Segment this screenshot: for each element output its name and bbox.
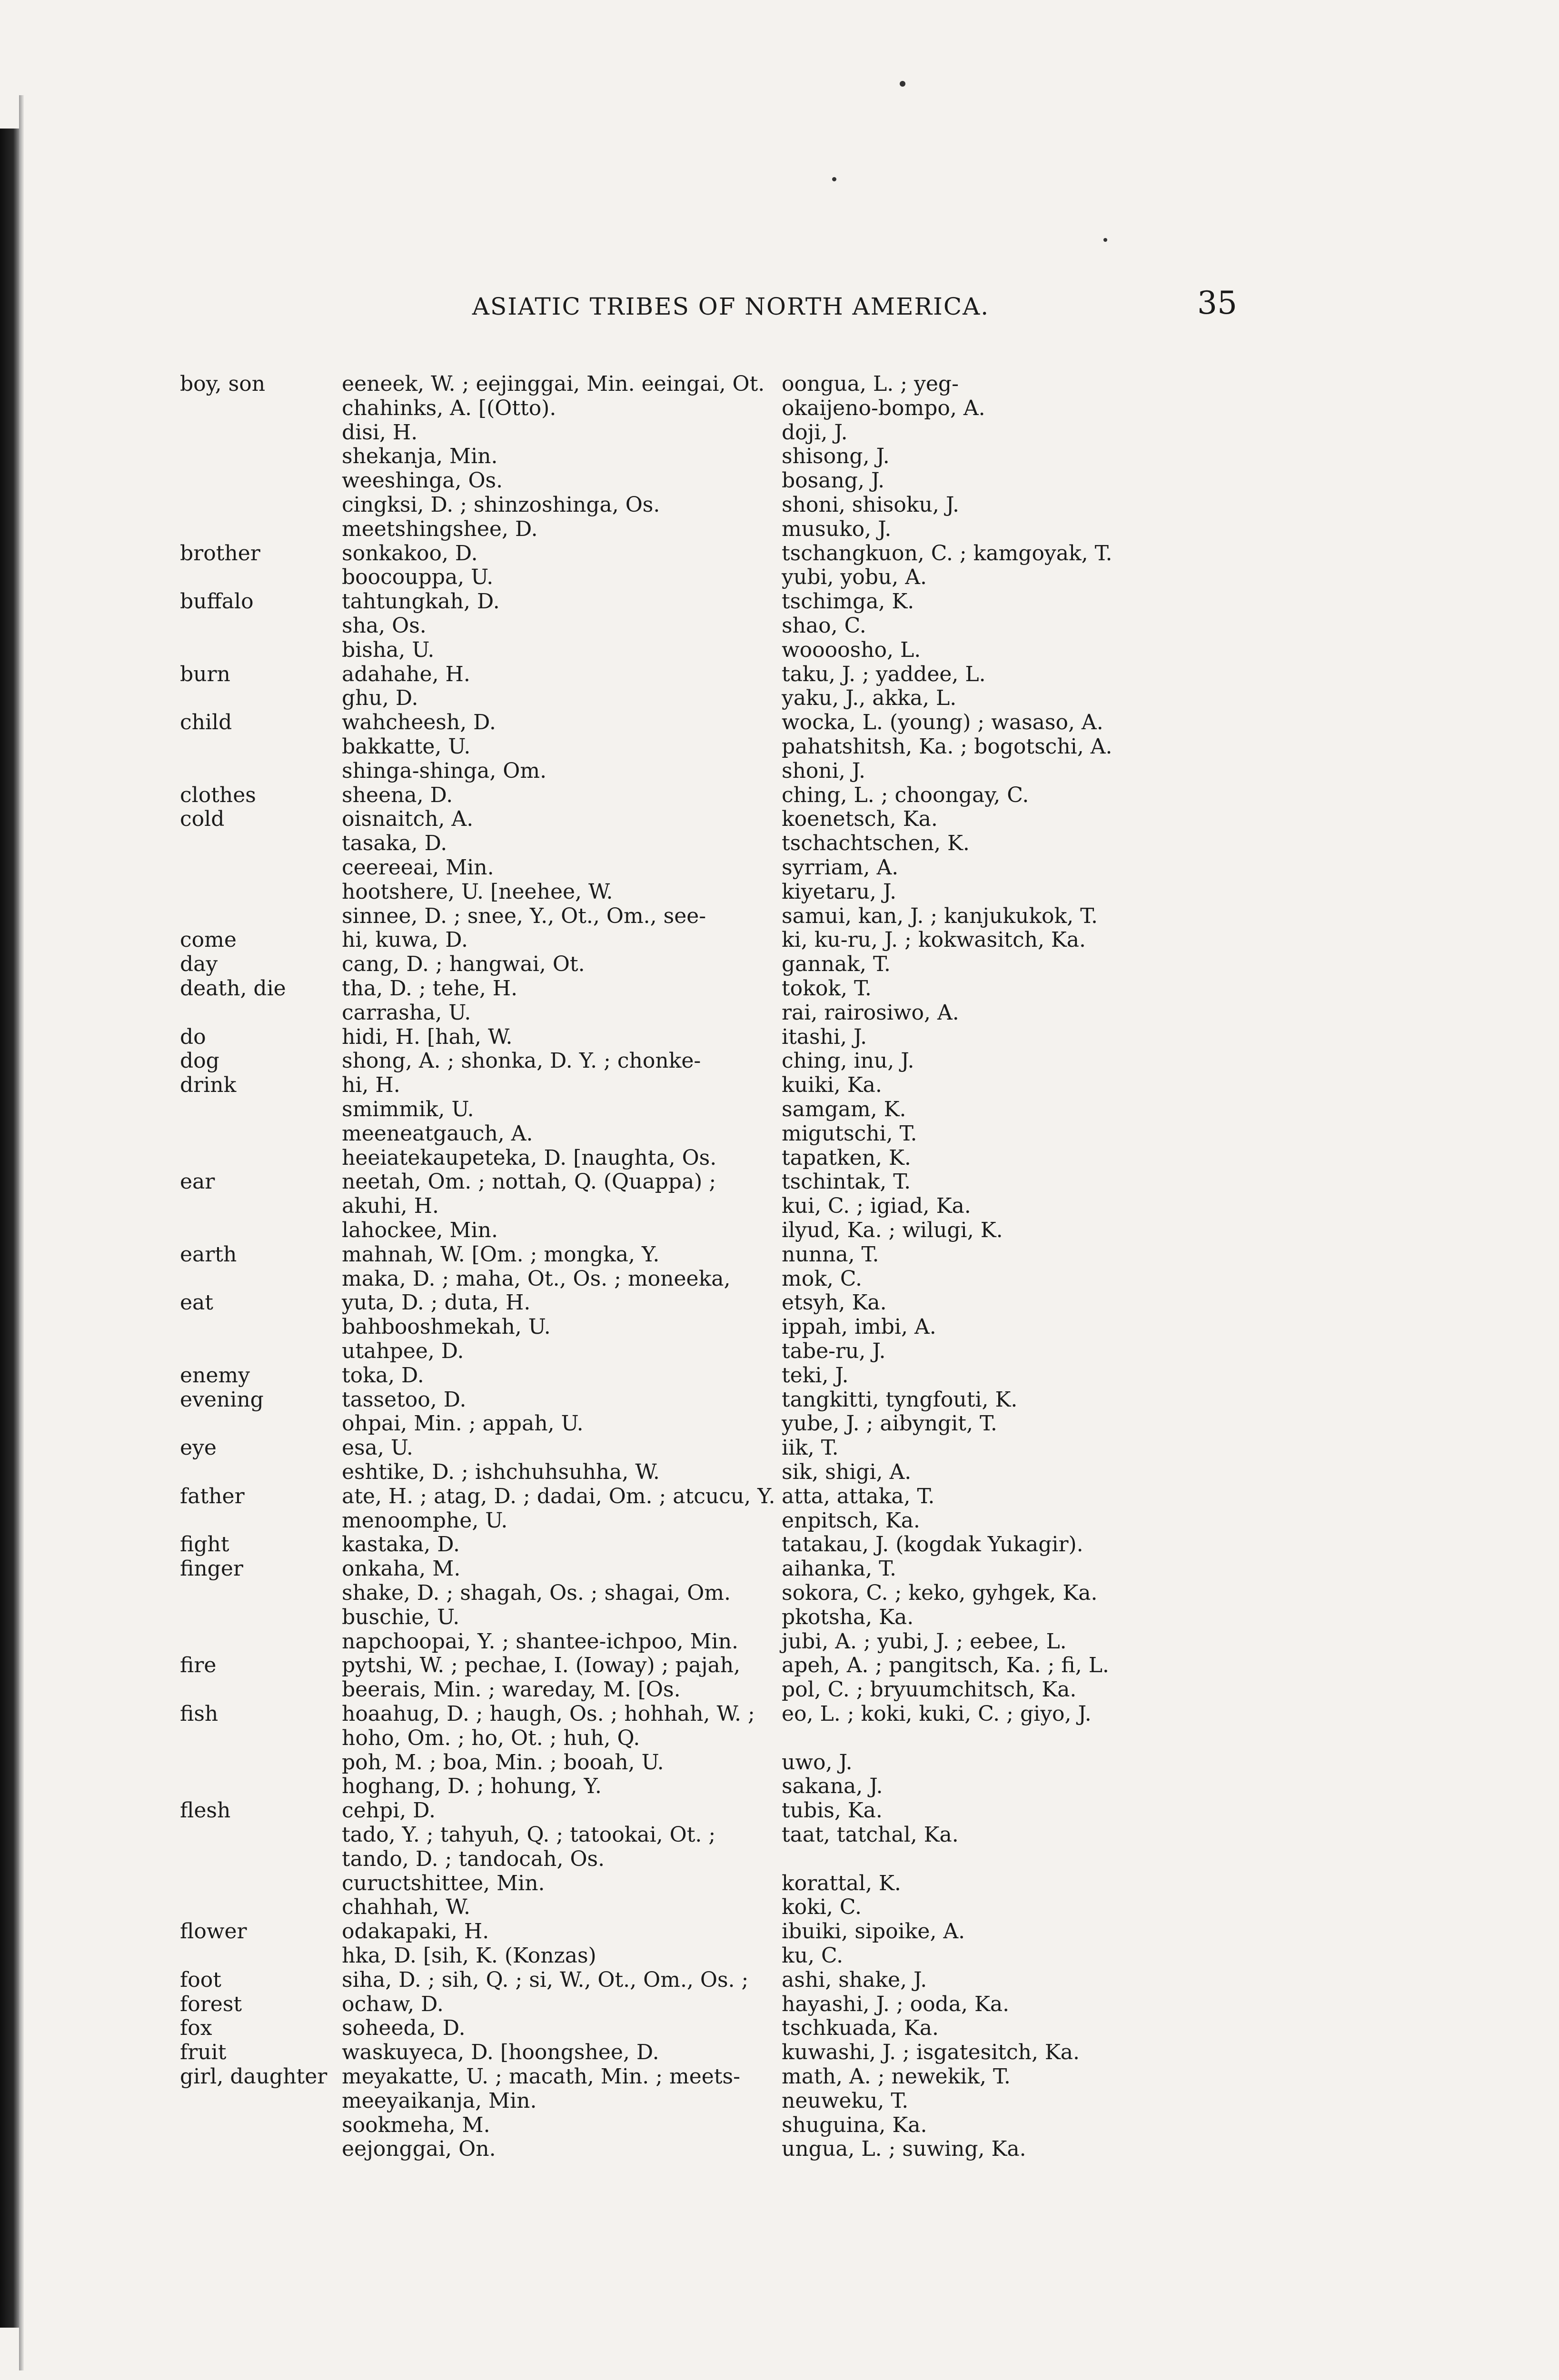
english-word: cold <box>180 807 225 831</box>
asiatic-forms: teki, J. <box>782 1363 849 1388</box>
asiatic-forms: doji, J. <box>782 420 848 445</box>
asiatic-forms: math, A. ; newekik, T. <box>782 2064 1011 2089</box>
american-forms: tasaka, D. <box>342 831 447 855</box>
english-word: finger <box>180 1557 243 1581</box>
asiatic-forms: shuguina, Ka. <box>782 2113 927 2137</box>
american-forms: tassetoo, D. <box>342 1388 467 1412</box>
english-word: death, die <box>180 976 286 1001</box>
asiatic-forms: ashi, shake, J. <box>782 1968 927 1992</box>
asiatic-forms: enpitsch, Ka. <box>782 1508 920 1533</box>
american-forms: adahahe, H. <box>342 662 470 686</box>
american-forms: sheena, D. <box>342 783 453 807</box>
asiatic-forms: aihanka, T. <box>782 1557 896 1581</box>
asiatic-forms: etsyh, Ka. <box>782 1290 887 1315</box>
american-forms: cuructshittee, Min. <box>342 1871 545 1895</box>
american-forms: hi, H. <box>342 1073 400 1097</box>
asiatic-forms: shao, C. <box>782 614 866 638</box>
asiatic-forms: pkotsha, Ka. <box>782 1605 914 1629</box>
english-word: flesh <box>180 1798 231 1823</box>
american-forms: ochaw, D. <box>342 1992 444 2016</box>
english-word: fight <box>180 1532 229 1557</box>
american-forms: wahcheesh, D. <box>342 710 496 734</box>
english-word: drink <box>180 1073 237 1097</box>
asiatic-forms: syrriam, A. <box>782 855 899 880</box>
asiatic-forms: eo, L. ; koki, kuki, C. ; giyo, J. <box>782 1702 1092 1726</box>
american-forms: chahinks, A. [(Otto). <box>342 396 556 420</box>
asiatic-forms: tschkuada, Ka. <box>782 2016 939 2040</box>
american-forms: disi, H. <box>342 420 418 445</box>
american-forms: eshtike, D. ; ishchuhsuhha, W. <box>342 1460 660 1484</box>
english-word: foot <box>180 1968 221 1992</box>
english-word: fruit <box>180 2040 227 2064</box>
asiatic-forms: yaku, J., akka, L. <box>782 686 957 710</box>
american-forms: napchoopai, Y. ; shantee-ichpoo, Min. <box>342 1629 739 1654</box>
asiatic-forms: woooosho, L. <box>782 638 921 662</box>
asiatic-forms: yube, J. ; aibyngit, T. <box>782 1411 997 1436</box>
american-forms: cingksi, D. ; shinzoshinga, Os. <box>342 493 660 517</box>
american-forms: sinnee, D. ; snee, Y., Ot., Om., see- <box>342 904 706 928</box>
asiatic-forms: wocka, L. (young) ; wasaso, A. <box>782 710 1103 734</box>
american-forms: carrasha, U. <box>342 1001 471 1025</box>
english-word: eat <box>180 1290 213 1315</box>
print-speck <box>832 177 836 181</box>
english-word: come <box>180 928 237 952</box>
english-word: buffalo <box>180 589 254 614</box>
asiatic-forms: shoni, shisoku, J. <box>782 493 960 517</box>
english-word: day <box>180 952 218 976</box>
american-forms: odakapaki, H. <box>342 1919 489 1944</box>
asiatic-forms: migutschi, T. <box>782 1121 917 1146</box>
american-forms: onkaha, M. <box>342 1557 461 1581</box>
american-forms: hoaahug, D. ; haugh, Os. ; hohhah, W. ; <box>342 1702 755 1726</box>
asiatic-forms: tokok, T. <box>782 976 872 1001</box>
asiatic-forms: kiyetaru, J. <box>782 880 897 904</box>
asiatic-forms: nunna, T. <box>782 1242 879 1267</box>
american-forms: waskuyeca, D. [hoongshee, D. <box>342 2040 659 2064</box>
american-forms: hi, kuwa, D. <box>342 928 468 952</box>
american-forms: tha, D. ; tehe, H. <box>342 976 518 1001</box>
asiatic-forms: koki, C. <box>782 1895 862 1919</box>
asiatic-forms: tschangkuon, C. ; kamgoyak, T. <box>782 541 1112 565</box>
asiatic-forms: iik, T. <box>782 1436 839 1460</box>
asiatic-forms: tschintak, T. <box>782 1170 911 1194</box>
english-word: girl, daughter <box>180 2064 328 2089</box>
print-speck <box>1103 238 1107 242</box>
asiatic-forms: ilyud, Ka. ; wilugi, K. <box>782 1218 1003 1242</box>
asiatic-forms: itashi, J. <box>782 1025 867 1049</box>
asiatic-forms: kuwashi, J. ; isgatesitch, Ka. <box>782 2040 1080 2064</box>
asiatic-forms: okaijeno-bompo, A. <box>782 396 985 420</box>
asiatic-forms: kui, C. ; igiad, Ka. <box>782 1194 971 1218</box>
asiatic-forms: ching, L. ; choongay, C. <box>782 783 1029 807</box>
english-word: fox <box>180 2016 212 2040</box>
asiatic-forms: kuiki, Ka. <box>782 1073 882 1097</box>
american-forms: kastaka, D. <box>342 1532 460 1557</box>
asiatic-forms: shoni, J. <box>782 759 865 783</box>
asiatic-forms: taat, tatchal, Ka. <box>782 1823 959 1847</box>
american-forms: akuhi, H. <box>342 1194 439 1218</box>
english-word: fire <box>180 1653 217 1677</box>
american-forms: siha, D. ; sih, Q. ; si, W., Ot., Om., Os. ; <box>342 1968 749 1992</box>
american-forms: shake, D. ; shagah, Os. ; shagai, Om. <box>342 1581 731 1605</box>
american-forms: tado, Y. ; tahyuh, Q. ; tatookai, Ot. ; <box>342 1823 716 1847</box>
english-word: do <box>180 1025 206 1049</box>
asiatic-forms: korattal, K. <box>782 1871 901 1895</box>
american-forms: cang, D. ; hangwai, Ot. <box>342 952 585 976</box>
american-forms: yuta, D. ; duta, H. <box>342 1290 531 1315</box>
american-forms: meeneatgauch, A. <box>342 1121 533 1146</box>
english-word: fish <box>180 1702 218 1726</box>
american-forms: shinga-shinga, Om. <box>342 759 547 783</box>
american-forms: poh, M. ; boa, Min. ; booah, U. <box>342 1750 664 1775</box>
american-forms: shekanja, Min. <box>342 444 498 468</box>
american-forms: sookmeha, M. <box>342 2113 490 2137</box>
asiatic-forms: tatakau, J. (kogdak Yukagir). <box>782 1532 1083 1557</box>
asiatic-forms: sokora, C. ; keko, gyhgek, Ka. <box>782 1581 1098 1605</box>
asiatic-forms: sik, shigi, A. <box>782 1460 912 1484</box>
english-word: eye <box>180 1436 217 1460</box>
asiatic-forms: koenetsch, Ka. <box>782 807 938 831</box>
asiatic-forms: uwo, J. <box>782 1750 853 1775</box>
asiatic-forms: pahatshitsh, Ka. ; bogotschi, A. <box>782 734 1112 759</box>
english-word: earth <box>180 1242 237 1267</box>
american-forms: ohpai, Min. ; appah, U. <box>342 1411 584 1436</box>
american-forms: neetah, Om. ; nottah, Q. (Quappa) ; <box>342 1170 716 1194</box>
american-forms: menoomphe, U. <box>342 1508 508 1533</box>
asiatic-forms: samui, kan, J. ; kanjukukok, T. <box>782 904 1098 928</box>
english-word: forest <box>180 1992 242 2016</box>
asiatic-forms: hayashi, J. ; ooda, Ka. <box>782 1992 1010 2016</box>
asiatic-forms: ungua, L. ; suwing, Ka. <box>782 2137 1026 2161</box>
american-forms: tahtungkah, D. <box>342 589 500 614</box>
american-forms: maka, D. ; maha, Ot., Os. ; moneeka, <box>342 1267 731 1291</box>
american-forms: ate, H. ; atag, D. ; dadai, Om. ; atcucu, Y. <box>342 1484 775 1508</box>
american-forms: mahnah, W. [Om. ; mongka, Y. <box>342 1242 660 1267</box>
asiatic-forms: gannak, T. <box>782 952 891 976</box>
asiatic-forms: oongua, L. ; yeg- <box>782 372 959 396</box>
asiatic-forms: tapatken, K. <box>782 1146 911 1170</box>
american-forms: hoho, Om. ; ho, Ot. ; huh, Q. <box>342 1726 640 1750</box>
asiatic-forms: yubi, yobu, A. <box>782 565 927 589</box>
asiatic-forms: jubi, A. ; yubi, J. ; eebee, L. <box>782 1629 1067 1654</box>
american-forms: soheeda, D. <box>342 2016 466 2040</box>
english-word: father <box>180 1484 245 1508</box>
english-word: clothes <box>180 783 256 807</box>
asiatic-forms: neuweku, T. <box>782 2089 909 2113</box>
asiatic-forms: atta, attaka, T. <box>782 1484 935 1508</box>
american-forms: meetshingshee, D. <box>342 517 538 541</box>
american-forms: boocouppa, U. <box>342 565 494 589</box>
american-forms: eeneek, W. ; eejinggai, Min. eeingai, Ot. <box>342 372 765 396</box>
american-forms: hootshere, U. [neehee, W. <box>342 880 613 904</box>
asiatic-forms: ippah, imbi, A. <box>782 1315 936 1339</box>
asiatic-forms: tangkitti, tyngfouti, K. <box>782 1388 1018 1412</box>
asiatic-forms: samgam, K. <box>782 1097 906 1121</box>
english-word: enemy <box>180 1363 250 1388</box>
english-word: child <box>180 710 232 734</box>
american-forms: utahpee, D. <box>342 1339 464 1363</box>
american-forms: smimmik, U. <box>342 1097 474 1121</box>
american-forms: heeiatekaupeteka, D. [naughta, Os. <box>342 1146 717 1170</box>
asiatic-forms: ki, ku-ru, J. ; kokwasitch, Ka. <box>782 928 1086 952</box>
asiatic-forms: mok, C. <box>782 1267 862 1291</box>
asiatic-forms: tabe-ru, J. <box>782 1339 886 1363</box>
american-forms: sonkakoo, D. <box>342 541 478 565</box>
american-forms: pytshi, W. ; pechae, I. (Ioway) ; pajah, <box>342 1653 741 1677</box>
table-row <box>0 2135 1523 2163</box>
english-word: burn <box>180 662 230 686</box>
american-forms: sha, Os. <box>342 614 427 638</box>
american-forms: bahbooshmekah, U. <box>342 1315 551 1339</box>
asiatic-forms: ku, C. <box>782 1944 844 1968</box>
asiatic-forms: tschachtschen, K. <box>782 831 970 855</box>
asiatic-forms: musuko, J. <box>782 517 892 541</box>
page-number: 35 <box>1197 285 1237 321</box>
american-forms: hoghang, D. ; hohung, Y. <box>342 1774 602 1798</box>
english-word: boy, son <box>180 372 266 396</box>
running-head: ASIATIC TRIBES OF NORTH AMERICA. <box>472 293 990 320</box>
american-forms: shong, A. ; shonka, D. Y. ; chonke- <box>342 1049 701 1073</box>
american-forms: hka, D. [sih, K. (Konzas) <box>342 1944 596 1968</box>
asiatic-forms: bosang, J. <box>782 468 885 493</box>
asiatic-forms: apeh, A. ; pangitsch, Ka. ; fi, L. <box>782 1653 1109 1677</box>
american-forms: bakkatte, U. <box>342 734 471 759</box>
american-forms: ceereeai, Min. <box>342 855 494 880</box>
asiatic-forms: tschimga, K. <box>782 589 914 614</box>
american-forms: meeyaikanja, Min. <box>342 2089 537 2113</box>
american-forms: beerais, Min. ; wareday, M. [Os. <box>342 1677 681 1702</box>
american-forms: buschie, U. <box>342 1605 460 1629</box>
english-word: flower <box>180 1919 247 1944</box>
english-word: evening <box>180 1388 264 1412</box>
asiatic-forms: shisong, J. <box>782 444 890 468</box>
american-forms: tando, D. ; tandocah, Os. <box>342 1847 605 1871</box>
asiatic-forms: sakana, J. <box>782 1774 883 1798</box>
american-forms: toka, D. <box>342 1363 424 1388</box>
asiatic-forms: rai, rairosiwo, A. <box>782 1001 959 1025</box>
asiatic-forms: pol, C. ; bryuumchitsch, Ka. <box>782 1677 1077 1702</box>
american-forms: cehpi, D. <box>342 1798 436 1823</box>
english-word: brother <box>180 541 260 565</box>
american-forms: hidi, H. [hah, W. <box>342 1025 513 1049</box>
english-word: ear <box>180 1170 215 1194</box>
asiatic-forms: taku, J. ; yaddee, L. <box>782 662 986 686</box>
asiatic-forms: tubis, Ka. <box>782 1798 883 1823</box>
american-forms: oisnaitch, A. <box>342 807 474 831</box>
american-forms: esa, U. <box>342 1436 413 1460</box>
asiatic-forms: ching, inu, J. <box>782 1049 914 1073</box>
american-forms: eejonggai, On. <box>342 2137 496 2161</box>
american-forms: chahhah, W. <box>342 1895 470 1919</box>
american-forms: weeshinga, Os. <box>342 468 503 493</box>
asiatic-forms: ibuiki, sipoike, A. <box>782 1919 965 1944</box>
english-word: dog <box>180 1049 219 1073</box>
american-forms: meyakatte, U. ; macath, Min. ; meets- <box>342 2064 740 2089</box>
american-forms: ghu, D. <box>342 686 418 710</box>
american-forms: lahockee, Min. <box>342 1218 498 1242</box>
american-forms: bisha, U. <box>342 638 435 662</box>
print-speck <box>900 81 905 87</box>
